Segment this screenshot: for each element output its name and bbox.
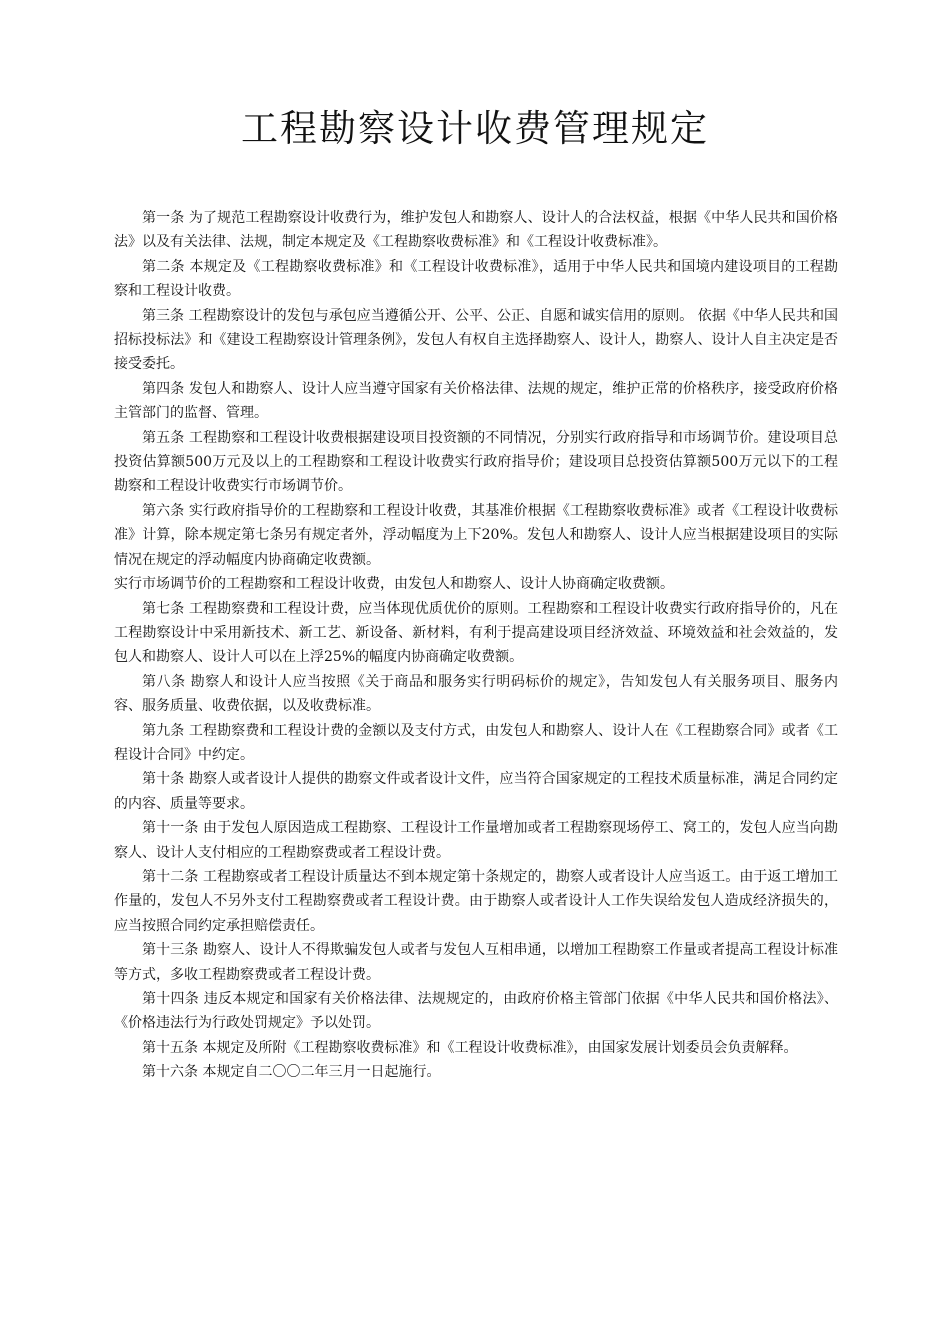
article-9: 第九条 工程勘察费和工程设计费的金额以及支付方式，由发包人和勘察人、设计人在《工程勘察合同》或者《工程设计合同》中约定。 — [114, 722, 838, 763]
document-body — [114, 206, 838, 1085]
article-7: 第七条 工程勘察费和工程设计费，应当体现优质优价的原则。工程勘察和工程设计收费实行政府指导价的，凡在工程勘察设计中采用新技术、新工艺、新设备、新材料，有利于提高建设项目经济效益、环境效益和社会效益的，发包人和勘察人、设计人可以在上浮25%的幅度内协商确定收费额。 — [114, 600, 838, 666]
document-title: 工程勘察设计收费管理规定 — [241, 107, 709, 150]
article-5: 第五条 工程勘察和工程设计收费根据建设项目投资额的不同情况，分别实行政府指导和市场调节价。建设项目总投资估算额500万元及以上的工程勘察和工程设计收费实行政府指导价；建设项目总投资估算额500万元以下的工程勘察和工程设计收费实行市场调节价。 — [114, 429, 838, 495]
article-6: 第六条 实行政府指导价的工程勘察和工程设计收费，其基准价根据《工程勘察收费标准》或者《工程设计收费标准》计算，除本规定第七条另有规定者外，浮动幅度为上下20%。发包人和勘察人、设计人应当根据建设项目的实际情况在规定的浮动幅度内协商确定收费额。 — [114, 502, 838, 568]
article-13: 第十三条 勘察人、设计人不得欺骗发包人或者与发包人互相串通，以增加工程勘察工作量或者提高工程设计标准等方式，多收工程勘察费或者工程设计费。 — [114, 942, 838, 983]
article-10: 第十条 勘察人或者设计人提供的勘察文件或者设计文件，应当符合国家规定的工程技术质量标准，满足合同约定的内容、质量等要求。 — [114, 771, 838, 812]
article-1: 第一条 为了规范工程勘察设计收费行为，维护发包人和勘察人、设计人的合法权益，根据《中华人民共和国价格法》以及有关法律、法规，制定本规定及《工程勘察收费标准》和《工程设计收费标准》。 — [114, 210, 838, 251]
article-8: 第八条 勘察人和设计人应当按照《关于商品和服务实行明码标价的规定》，告知发包人有关服务项目、服务内容、服务质量、收费依据，以及收费标准。 — [114, 673, 838, 715]
article-4: 第四条 发包人和勘察人、设计人应当遵守国家有关价格法律、法规的规定，维护正常的价格秩序，接受政府价格主管部门的监督、管理。 — [114, 380, 838, 422]
article-15: 第十五条 本规定及所附《工程勘察收费标准》和《工程设计收费标准》，由国家发展计划委员会负责解释。 — [142, 1039, 798, 1056]
article-14: 第十四条 违反本规定和国家有关价格法律、法规规定的，由政府价格主管部门依据《中华人民共和国价格法》、《价格违法行为行政处罚规定》予以处罚。 — [114, 991, 838, 1032]
article-2: 第二条 本规定及《工程勘察收费标准》和《工程设计收费标准》，适用于中华人民共和国境内建设项目的工程勘察和工程设计收费。 — [114, 258, 838, 300]
article-16: 第十六条 本规定自二〇〇二年三月一日起施行。 — [142, 1064, 441, 1081]
article-6-continuation: 实行市场调节价的工程勘察和工程设计收费，由发包人和勘察人、设计人协商确定收费额。 — [114, 576, 674, 593]
article-12: 第十二条 工程勘察或者工程设计质量达不到本规定第十条规定的，勘察人或者设计人应当返工。由于返工增加工作量的，发包人不另外支付工程勘察费或者工程设计费。由于勘察人或者设计人工作失误给发包人造成经济损失的，应当按照合同约定承担赔偿责任。 — [114, 868, 838, 934]
article-11: 第十一条 由于发包人原因造成工程勘察、工程设计工作量增加或者工程勘察现场停工、窝工的，发包人应当向勘察人、设计人支付相应的工程勘察费或者工程设计费。 — [114, 820, 838, 861]
article-3: 第三条 工程勘察设计的发包与承包应当遵循公开、公平、公正、自愿和诚实信用的原则。 依据《中华人民共和国招标投标法》和《建设工程勘察设计管理条例》，发包人有权自主选择勘察人、设计人，勘察人、设计人自主决定是否接受委托。 — [114, 307, 838, 373]
